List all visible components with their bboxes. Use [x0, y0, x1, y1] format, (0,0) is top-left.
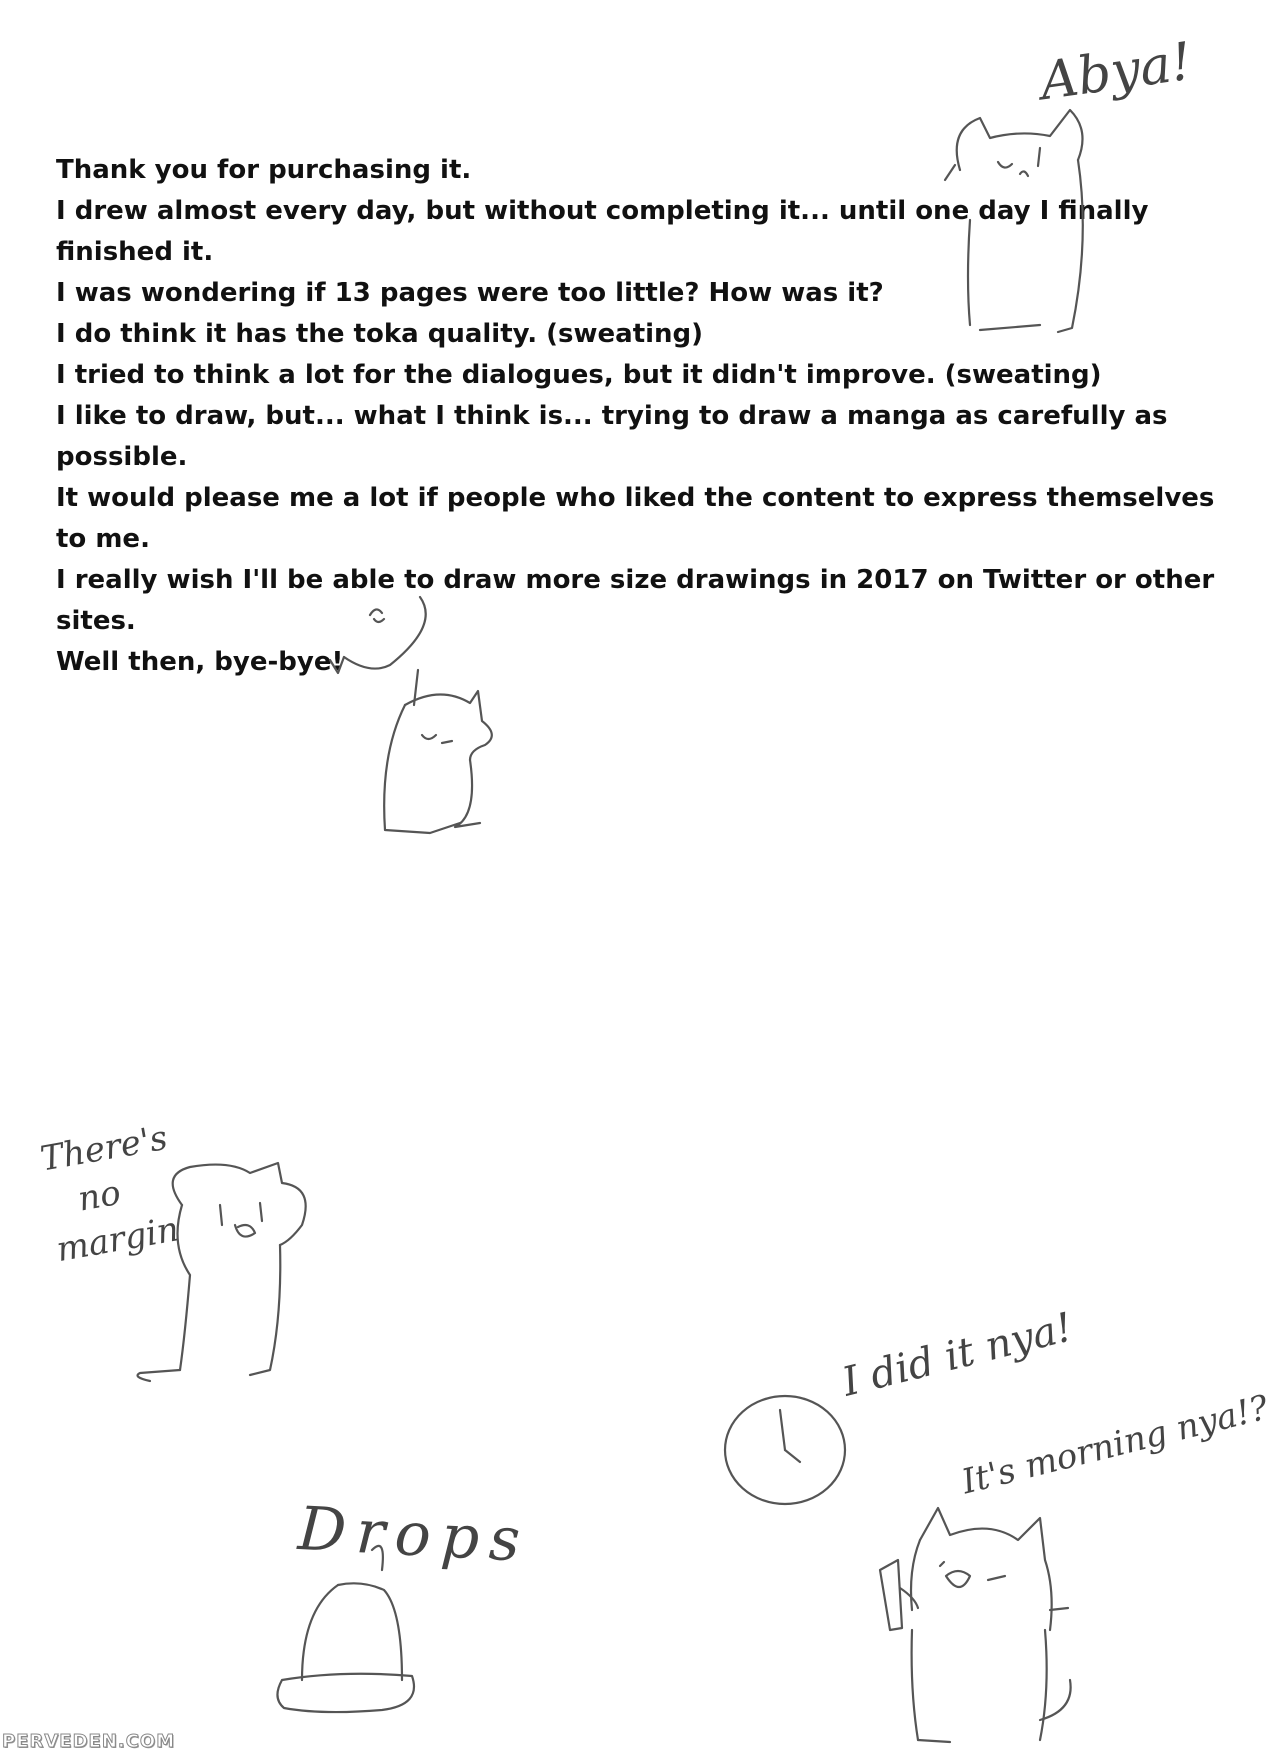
cat-hanging-doodle [330, 595, 530, 855]
no-margin-line: There's [37, 1117, 171, 1180]
abya-caption: Abya! [1036, 31, 1196, 113]
cat-morning-doodle [840, 1480, 1080, 1750]
afterword-line: Thank you for purchasing it. [56, 155, 472, 185]
afterword-line: Well then, bye-bye! [56, 647, 344, 677]
afterword-line: I do think it has the toka quality. (sweating) [56, 319, 704, 349]
afterword-line: I was wondering if 13 pages were too little? How was it? [56, 278, 884, 308]
afterword-line: It would please me a lot if people who liked the content to express themselves to me. [56, 483, 1215, 554]
did-it-caption: I did it nya! [837, 1304, 1078, 1406]
morning-caption: It's morning nya!? [957, 1387, 1273, 1503]
watermark-logo: PERVEDEN.COM [2, 1731, 176, 1752]
drops-caption: Drops [296, 1493, 532, 1577]
afterword-line: I really wish I'll be able to draw more size drawings in 2017 on Twitter or other sites. [56, 565, 1215, 636]
cat-abya-doodle [940, 100, 1100, 340]
cat-drops-doodle [262, 1530, 442, 1720]
afterword-line: I like to draw, but... what I think is... trying to draw a manga as carefully as possible. [56, 401, 1168, 472]
cat-no-margin-doodle [130, 1145, 360, 1385]
no-margin-line: margin [53, 1209, 182, 1271]
afterword-line: I tried to think a lot for the dialogues, but it didn't improve. (sweating) [56, 360, 1102, 390]
clock-doodle [720, 1390, 850, 1510]
afterword-line: I drew almost every day, but without completing it... until one day I finally finished it. [56, 196, 1149, 267]
no-margin-line: no [75, 1172, 124, 1220]
